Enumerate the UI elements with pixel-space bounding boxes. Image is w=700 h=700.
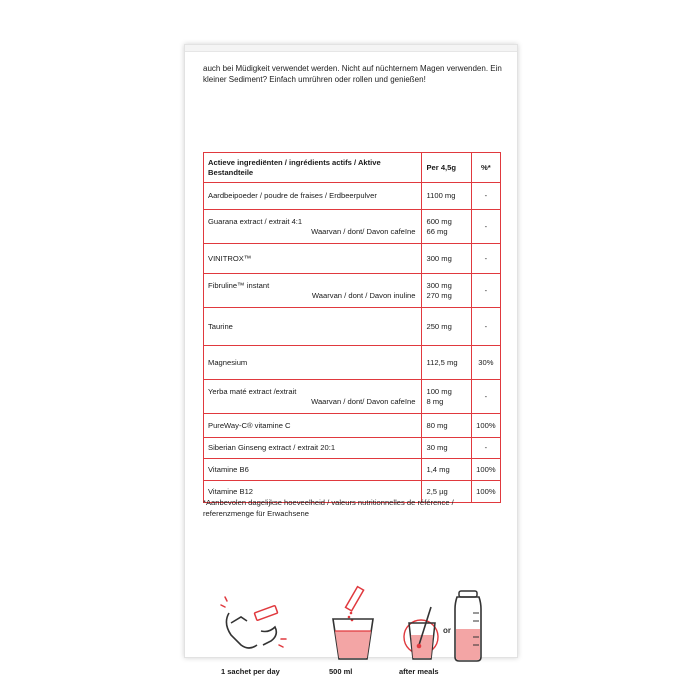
row-name-cell	[204, 274, 422, 308]
row-amount: 100 mg	[426, 386, 452, 396]
row-name: Magnesium	[204, 346, 422, 380]
row-name: Aardbeipoeder / poudre de fraises / Erdbeerpulver	[204, 183, 422, 210]
row-amount-cell	[422, 210, 471, 244]
table-row	[204, 380, 501, 414]
row-amount: 600 mg	[426, 216, 452, 226]
product-label-panel	[184, 44, 518, 676]
row-amount: 30 mg	[422, 438, 471, 459]
usage-steps	[203, 583, 503, 676]
row-name: Siberian Ginseng extract / extrait 20:1	[204, 438, 422, 459]
row-name: VINITROX™	[204, 244, 422, 274]
step-label: after meals	[399, 667, 439, 676]
header-name: Actieve ingrediënten / ingrédients actifs / Aktive Bestandteile	[204, 153, 422, 183]
row-pct: -	[471, 380, 500, 414]
row-amount: 300 mg	[422, 244, 471, 274]
row-name: Vitamine B12	[204, 481, 422, 503]
table-header-row	[204, 153, 501, 183]
row-pct: -	[471, 438, 500, 459]
row-amount-sub: 66 mg	[426, 226, 448, 236]
row-pct: -	[471, 210, 500, 244]
row-amount-cell	[422, 380, 471, 414]
row-name: Fibruline™ instant	[208, 280, 270, 290]
row-amount-sub: 8 mg	[426, 396, 444, 406]
row-pct: -	[471, 183, 500, 210]
table-row	[204, 183, 501, 210]
row-pct: 30%	[471, 346, 500, 380]
or-label: or	[443, 626, 451, 635]
step-sachet	[215, 583, 295, 676]
table-row	[204, 459, 501, 481]
row-subname: Waarvan / dont/ Davon cafeïne	[311, 226, 416, 236]
table-row	[204, 274, 501, 308]
step-glass	[315, 583, 395, 676]
row-name-cell	[204, 210, 422, 244]
row-subname: Waarvan / dont/ Davon cafeïne	[311, 396, 416, 406]
row-amount-sub: 270 mg	[426, 290, 452, 300]
row-amount: 80 mg	[422, 414, 471, 438]
ingredients-table	[203, 152, 501, 503]
row-name: Vitamine B6	[204, 459, 422, 481]
panel-top-strip	[185, 45, 517, 52]
table-row	[204, 346, 501, 380]
row-subname: Waarvan / dont / Davon inuline	[311, 290, 416, 300]
reference-footnote: *Aanbevolen dagelijkse hoeveelheid / valeurs nutritionnelles de référence / referenzmenge für Erwachsene	[203, 498, 454, 518]
row-name: Guarana extract / extrait 4:1	[208, 216, 303, 226]
header-amount: Per 4,5g	[422, 153, 471, 183]
stir-or-shaker-icon	[399, 583, 499, 663]
row-name: PureWay-C® vitamine C	[204, 414, 422, 438]
row-amount-cell	[422, 274, 471, 308]
glass-pour-icon	[315, 583, 395, 663]
table-row	[204, 210, 501, 244]
row-amount: 250 mg	[422, 308, 471, 346]
row-name: Yerba maté extract /extrait	[208, 386, 297, 396]
row-pct: 100%	[471, 459, 500, 481]
table-row	[204, 308, 501, 346]
row-amount: 300 mg	[426, 280, 452, 290]
row-name: Taurine	[204, 308, 422, 346]
row-pct: -	[471, 274, 500, 308]
step-label: 500 ml	[329, 667, 353, 676]
header-pct: %*	[471, 153, 500, 183]
tear-sachet-icon	[215, 583, 295, 663]
row-amount: 1,4 mg	[422, 459, 471, 481]
row-pct: 100%	[471, 481, 500, 503]
row-amount: 112,5 mg	[422, 346, 471, 380]
row-amount: 1100 mg	[422, 183, 471, 210]
table-row	[204, 438, 501, 459]
row-pct: -	[471, 244, 500, 274]
row-name-cell	[204, 380, 422, 414]
step-label: 1 sachet per day	[221, 667, 280, 676]
row-pct: 100%	[471, 414, 500, 438]
row-amount: 2,5 µg	[422, 481, 471, 503]
table-row	[204, 414, 501, 438]
table-row	[204, 244, 501, 274]
step-mix	[399, 583, 499, 676]
usage-intro-text: auch bei Müdigkeit verwendet werden. Nicht auf nüchternem Magen verwenden. Ein kleiner Sediment? Einfach umrühren oder rollen und genießen!	[203, 64, 502, 84]
row-pct: -	[471, 308, 500, 346]
